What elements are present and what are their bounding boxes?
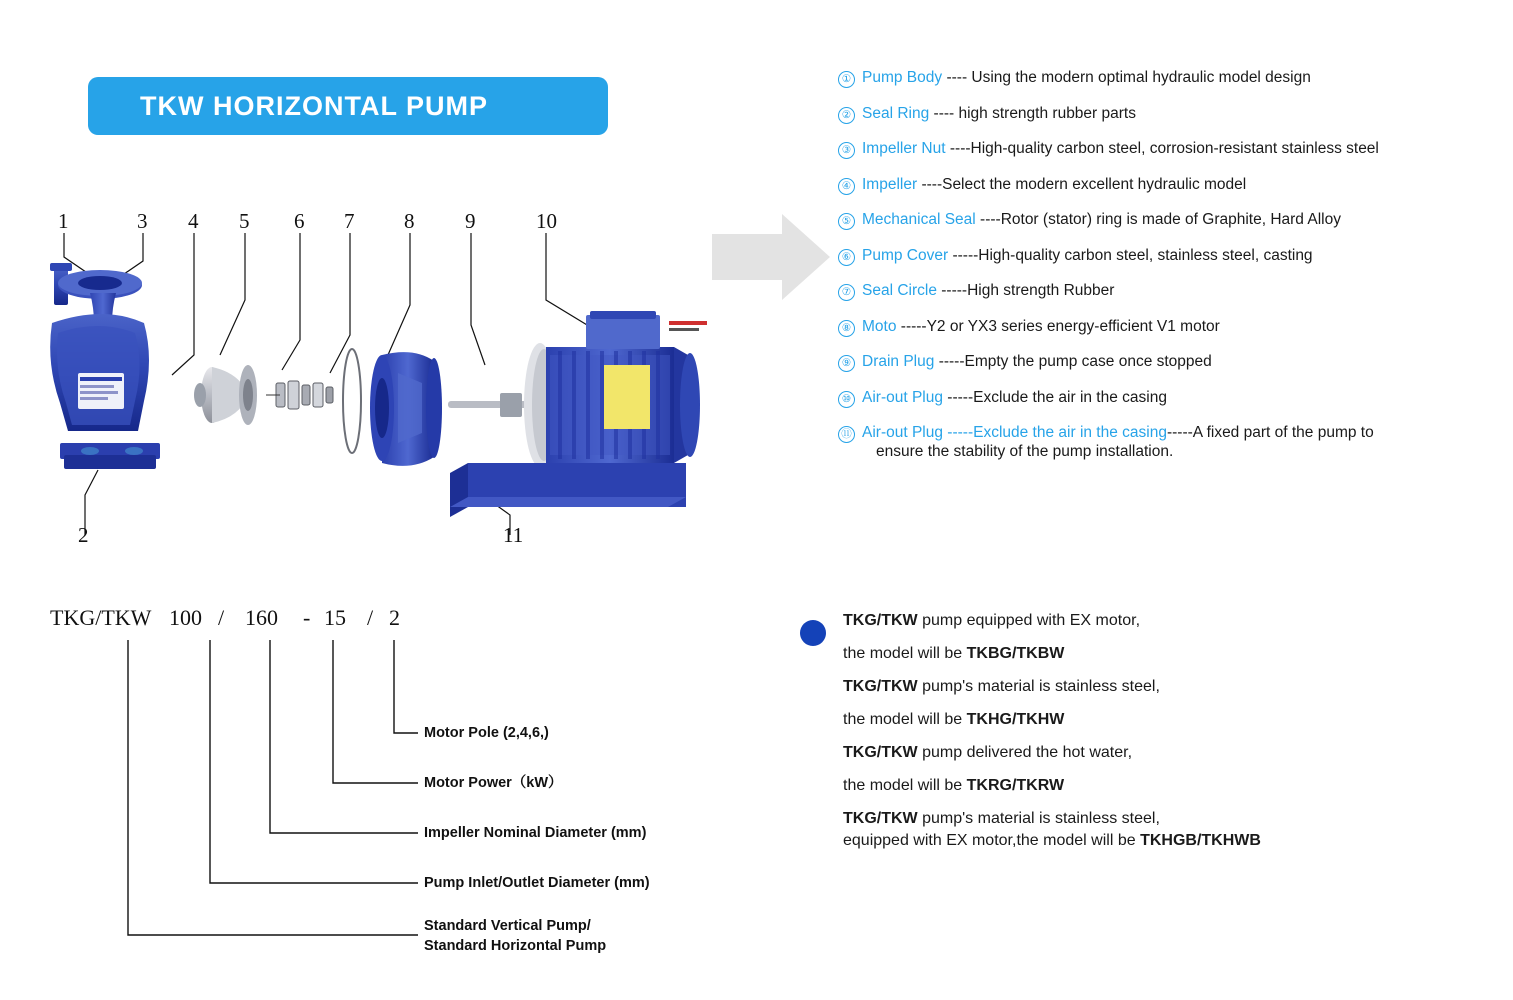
callout-number: 2 (78, 523, 89, 547)
pump-body-part (50, 263, 160, 469)
page-title: TKW HORIZONTAL PUMP (140, 90, 488, 121)
callout-number: 7 (344, 209, 355, 233)
page-title-banner (88, 77, 608, 135)
feature-desc: ----High-quality carbon steel, corrosion-resistant stainless steel (949, 140, 1379, 157)
feature-number: ⑩ (838, 391, 855, 408)
pump-cover-part (370, 352, 442, 466)
callout-number: 4 (188, 209, 199, 233)
note-line (843, 678, 1440, 696)
feature-item (838, 317, 1498, 337)
feature-number: ⑦ (838, 284, 855, 301)
feature-item (838, 210, 1498, 230)
model-code-part: 2 (389, 605, 400, 630)
feature-number: ④ (838, 178, 855, 195)
feature-number: ⑤ (838, 213, 855, 230)
feature-desc: -----Empty the pump case once stopped (938, 353, 1212, 370)
feature-desc-sub: ensure the stability of the pump installation. (876, 443, 1174, 461)
callout-number: 1 (58, 209, 69, 233)
feature-item (838, 68, 1498, 88)
feature-name: Drain Plug (862, 353, 935, 370)
feature-desc-tail: -----A fixed part of the pump to (1166, 424, 1374, 441)
note-mid: equipped with EX motor,the model will be (843, 832, 1141, 849)
feature-desc: ----Select the modern excellent hydraulic model (921, 175, 1247, 193)
feature-number: ⑨ (838, 355, 855, 372)
feature-number: ③ (838, 142, 855, 159)
feature-number: ⑥ (838, 249, 855, 266)
bullet-dot-icon (800, 620, 826, 646)
feature-item (838, 423, 1498, 462)
feature-desc: -----High-quality carbon steel, stainless steel, casting (952, 246, 1313, 264)
note-post: TKHG/TKHW (966, 711, 1065, 728)
callout-number: 9 (465, 209, 476, 233)
model-code-part: 15 (324, 605, 346, 630)
feature-name: Pump Body (862, 69, 943, 86)
note-mid: pump's material is stainless steel, (917, 678, 1160, 695)
feature-desc: -----High strength Rubber (941, 282, 1115, 299)
model-variant-notes (800, 612, 1440, 865)
feature-name: Seal Circle (862, 282, 937, 299)
feature-text (862, 139, 1379, 158)
mechanical-seal-parts (266, 381, 333, 409)
feature-text (862, 210, 1341, 229)
feature-text (862, 246, 1313, 265)
feature-text (862, 352, 1212, 371)
feature-name: Mechanical Seal (862, 211, 976, 228)
model-code-breakdown (30, 595, 730, 975)
seal-circle-part (343, 349, 361, 453)
feature-item (838, 246, 1498, 266)
feature-desc: ---- Using the modern optimal hydraulic model design (946, 69, 1311, 86)
note-post: TKBG/TKBW (966, 645, 1065, 662)
feature-number: ⑧ (838, 320, 855, 337)
feature-text (862, 281, 1114, 300)
note-mid: the model will be (843, 777, 967, 794)
note-post: TKRG/TKRW (966, 777, 1065, 794)
feature-desc: -----Exclude the air in the casing (947, 388, 1167, 406)
feature-name: Pump Cover (862, 246, 949, 264)
feature-text (862, 104, 1136, 123)
note-line (843, 645, 1440, 663)
note-mid: pump's material is stainless steel, (917, 810, 1160, 827)
feature-item (838, 281, 1498, 301)
note-mid: the model will be (843, 645, 967, 662)
note-post: TKHGB/TKHWB (1140, 832, 1261, 849)
model-code-label: Motor Power（kW） (424, 775, 563, 791)
impeller-part (194, 365, 257, 425)
note-prefix: TKG/TKW (843, 810, 918, 827)
feature-desc: -----Y2 or YX3 series energy-efficient V1 motor (900, 317, 1220, 335)
feature-number: ① (838, 71, 855, 88)
note-line (843, 711, 1440, 729)
callout-number: 6 (294, 209, 305, 233)
note-prefix: TKG/TKW (843, 612, 918, 629)
feature-text (862, 388, 1167, 407)
callout-number: 3 (137, 209, 148, 233)
model-code-part: / (218, 605, 225, 630)
feature-name: Moto (862, 317, 897, 335)
feature-item (838, 139, 1498, 159)
callout-number: 11 (503, 523, 524, 547)
arrow-graphic (712, 212, 832, 302)
feature-name: Air-out Plug (862, 424, 943, 441)
feature-text (862, 68, 1311, 87)
exploded-pump-diagram (30, 205, 720, 565)
note-prefix: TKG/TKW (843, 678, 918, 695)
callout-number: 5 (239, 209, 250, 233)
note-mid: pump equipped with EX motor, (917, 612, 1141, 629)
model-code-part: TKG/TKW (50, 605, 152, 630)
note-mid: the model will be (843, 711, 967, 728)
note-line (843, 810, 1440, 828)
feature-text (862, 423, 1374, 462)
feature-item (838, 388, 1498, 408)
note-mid: pump delivered the hot water, (917, 744, 1133, 761)
callout-number: 8 (404, 209, 415, 233)
feature-text (862, 175, 1246, 194)
model-code-label: Motor Pole (2,4,6,) (424, 725, 549, 741)
feature-desc: ----Rotor (stator) ring is made of Graphite, Hard Alloy (980, 211, 1341, 228)
feature-desc: ---- high strength rubber parts (933, 104, 1136, 122)
feature-number: ⑪ (838, 426, 855, 443)
note-line (843, 744, 1440, 762)
model-code-part: 160 (245, 605, 278, 630)
feature-item (838, 175, 1498, 195)
model-code-label: Impeller Nominal Diameter (mm) (424, 825, 647, 841)
motor-part (448, 311, 709, 517)
feature-text (862, 317, 1220, 336)
note-line (843, 777, 1440, 795)
feature-name: Impeller Nut (862, 140, 946, 157)
model-code-label: Pump Inlet/Outlet Diameter (mm) (424, 875, 650, 891)
feature-name: Seal Ring (862, 104, 930, 122)
feature-item (838, 352, 1498, 372)
note-prefix: TKG/TKW (843, 744, 918, 761)
feature-desc: -----Exclude the air in the casing (947, 424, 1167, 441)
callout-number: 10 (536, 209, 557, 233)
pump-illustration (30, 205, 720, 565)
model-code-label: Standard Horizontal Pump (424, 938, 607, 954)
feature-item (838, 104, 1498, 124)
feature-number: ② (838, 107, 855, 124)
model-code-part: - (303, 605, 311, 630)
model-code-part: 100 (169, 605, 202, 630)
feature-list (838, 68, 1498, 477)
model-code-part: / (367, 605, 374, 630)
note-line (843, 832, 1440, 850)
model-code-label: Standard Vertical Pump/ (424, 918, 591, 934)
feature-name: Impeller (862, 175, 918, 193)
feature-name: Air-out Plug (862, 388, 943, 406)
note-line (843, 612, 1440, 630)
model-code-leader-lines (30, 595, 730, 975)
